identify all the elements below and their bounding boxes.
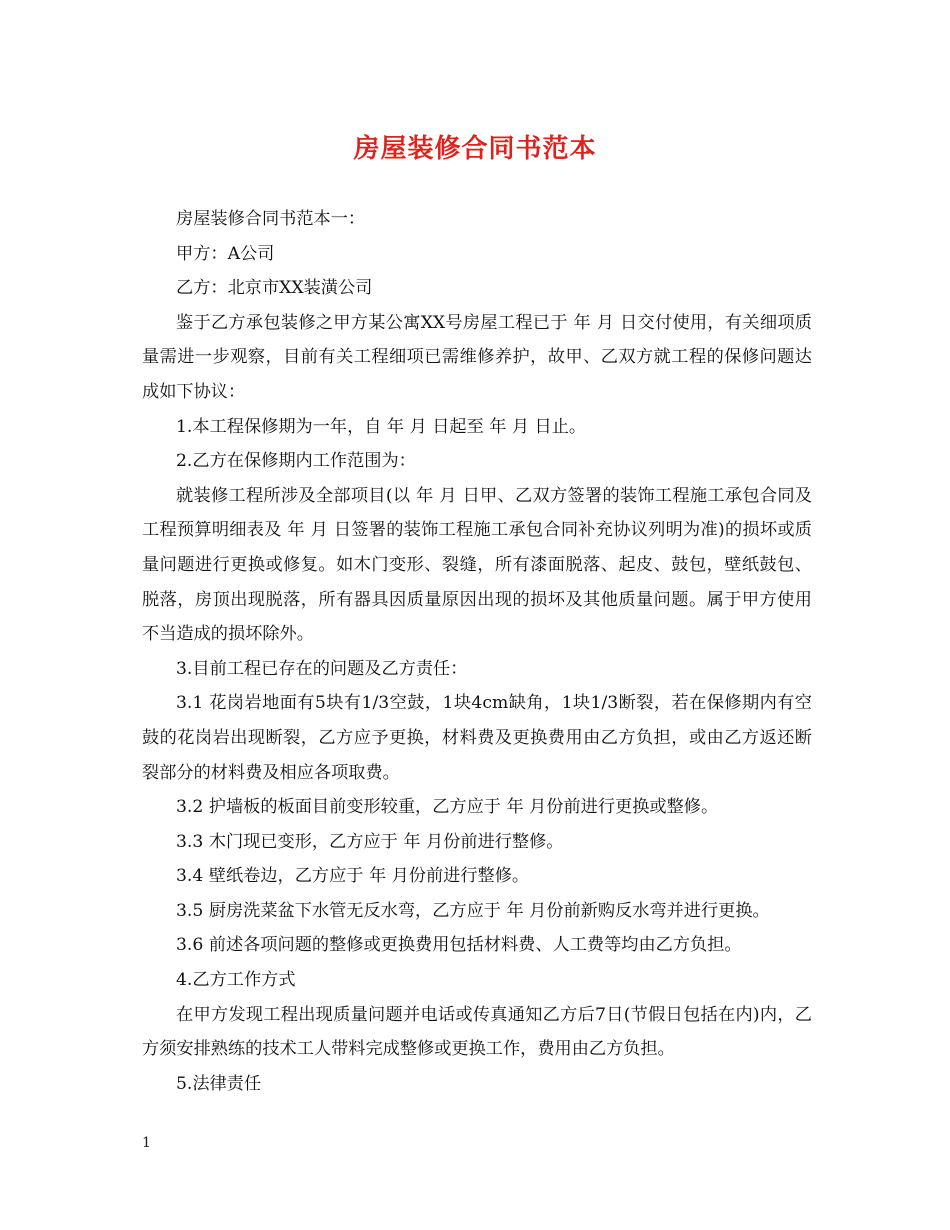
paragraph-clause-1: 1.本工程保修期为一年，自 年 月 日起至 年 月 日止。 <box>176 416 587 437</box>
page-number: 1 <box>142 1135 151 1151</box>
paragraph-clause-4-detail: 在甲方发现工程出现质量问题并电话或传真通知乙方后7日(节假日包括在内)内，乙方须安排熟练的技术工人带料完成整修或更换工作，费用由乙方负担。 <box>142 1004 812 1060</box>
paragraph-clause-3-2: 3.2 护墙板的板面目前变形较重，乙方应于 年 月份前进行更换或整修。 <box>176 797 719 818</box>
paragraph-preamble: 鉴于乙方承包装修之甲方某公寓XX号房屋工程已于 年 月 日交付使用，有关细项质量需进一步观察，目前有关工程细项已需维修养护，故甲、乙双方就工程的保修问题达成如下协议： <box>142 312 812 402</box>
paragraph-clause-3-5: 3.5 厨房洗菜盆下水管无反水弯，乙方应于 年 月份前新购反水弯并进行更换。 <box>176 900 770 921</box>
paragraph-clause-2-detail: 就装修工程所涉及全部项目(以 年 月 日甲、乙双方签署的装饰工程施工承包合同及工程预算明细表及 年 月 日签署的装饰工程施工承包合同补充协议列明为准)的损坏或质量问题进行更换或修复。如木门变形、裂缝，所有漆面脱落、起皮、鼓包，壁纸鼓包、脱落，房顶出现脱落，所有器具因质量原因出现的损坏及其他质量问题。属于甲方使用不当造成的损坏除外。 <box>142 485 812 645</box>
document-body <box>142 202 812 1101</box>
paragraph-clause-3-1: 3.1 花岗岩地面有5块有1/3空鼓，1块4cm缺角，1块1/3断裂，若在保修期内有空鼓的花岗岩出现断裂，乙方应予更换，材料费及更换费用由乙方负担，或由乙方返还断裂部分的材料费及相应各项取费。 <box>142 693 812 783</box>
paragraph-heading: 房屋装修合同书范本一： <box>176 209 366 229</box>
paragraph-clause-2: 2.乙方在保修期内工作范围为： <box>176 451 416 472</box>
paragraph-clause-3: 3.目前工程已存在的问题及乙方责任： <box>176 658 468 679</box>
paragraph-clause-3-4: 3.4 壁纸卷边，乙方应于 年 月份前进行整修。 <box>176 866 530 887</box>
paragraph-party-a: 甲方：A公司 <box>176 243 275 264</box>
paragraph-party-b: 乙方：北京市XX装潢公司 <box>176 278 373 299</box>
paragraph-clause-5: 5.法律责任 <box>176 1073 262 1094</box>
paragraph-clause-3-3: 3.3 木门现已变形，乙方应于 年 月份前进行整修。 <box>176 831 564 852</box>
document-title: 房屋装修合同书范本 <box>353 134 597 164</box>
paragraph-clause-4: 4.乙方工作方式 <box>176 970 296 991</box>
paragraph-clause-3-6: 3.6 前述各项问题的整修或更换费用包括材料费、人工费等均由乙方负担。 <box>176 935 742 956</box>
